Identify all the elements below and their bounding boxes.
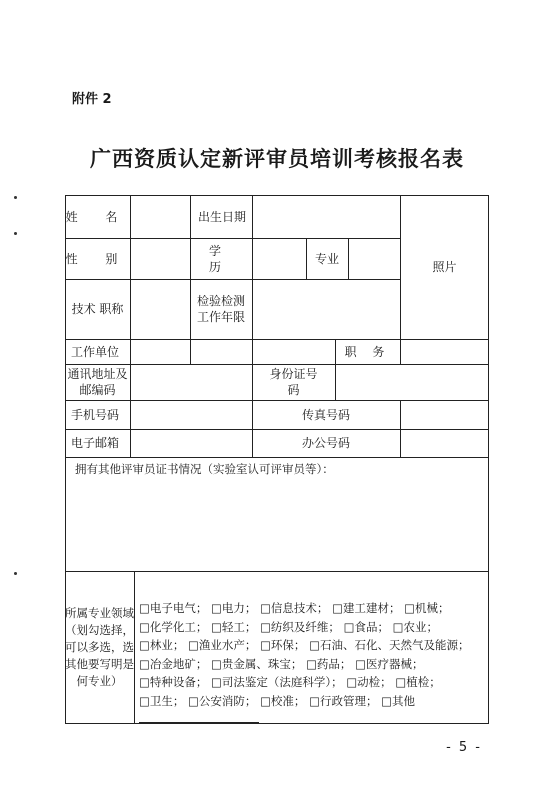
email-label: 电子邮箱: [71, 436, 120, 450]
domain-option-checkbox[interactable]: □植检；: [395, 675, 441, 689]
fax-label: 传真号码: [301, 407, 350, 422]
other-certs-label: 拥有其他评审员证书情况（实验室认可评审员等）：: [75, 462, 334, 476]
domain-option-checkbox[interactable]: □石油、石化、天然气及能源；: [309, 638, 470, 652]
workplace-label: 工作单位: [71, 344, 120, 359]
domain-option-checkbox[interactable]: □环保；: [260, 638, 306, 652]
major-label: 专业: [314, 251, 339, 266]
form-title: 广西资质认定新评审员培训考核报名表: [90, 147, 464, 171]
domain-option-checkbox[interactable]: □农业；: [392, 619, 438, 634]
domain-label: 所属专业领域（划勾选择，可以多选，选其他要写明是何专业）: [65, 606, 134, 688]
margin-dot: [14, 196, 17, 199]
domain-option-checkbox[interactable]: □纺织及纤维；: [260, 619, 340, 634]
id-number-label: 身份证号码: [269, 367, 318, 397]
domain-option-checkbox[interactable]: □贵金属、珠宝；: [211, 656, 303, 671]
domain-option-checkbox[interactable]: □行政管理；: [309, 693, 378, 708]
mobile-label: 手机号码: [71, 407, 120, 422]
domain-option-checkbox[interactable]: □公安消防；: [188, 693, 257, 708]
domain-option-checkbox[interactable]: □电力；: [211, 601, 257, 615]
domain-option-checkbox[interactable]: □卫生；: [139, 693, 185, 708]
domain-options: [139, 599, 483, 729]
domain-option-checkbox[interactable]: □化学化工；: [139, 619, 208, 634]
margin-dot: [14, 572, 17, 575]
photo-label: 照片: [432, 260, 457, 274]
attachment-label: 附件 2: [72, 92, 112, 107]
domain-option-checkbox[interactable]: □林业；: [139, 638, 185, 652]
domain-option-checkbox[interactable]: □药品；: [306, 656, 352, 671]
page-number: - 5 -: [446, 740, 482, 755]
name-label: 姓 名: [65, 209, 130, 224]
registration-form: [65, 195, 489, 724]
domain-option-checkbox[interactable]: □司法鉴定（法庭科学）；: [211, 675, 343, 689]
domain-option-checkbox[interactable]: □动检；: [346, 675, 392, 689]
office-phone-label: 办公号码: [301, 436, 350, 450]
education-label: 学 历: [208, 243, 233, 274]
other-specify-blank[interactable]: [139, 710, 259, 723]
title-label: 技术 职称: [71, 302, 124, 316]
margin-dot: [14, 232, 17, 235]
experience-label: 检验检测工作年限: [196, 294, 245, 324]
gender-label: 性 别: [65, 251, 130, 266]
domain-option-checkbox[interactable]: □渔业水产；: [188, 638, 257, 652]
domain-option-checkbox[interactable]: □轻工；: [211, 619, 257, 634]
domain-option-checkbox[interactable]: □电子电气；: [139, 601, 208, 615]
address-label: 通讯地址及邮编码: [67, 367, 128, 397]
domain-option-checkbox[interactable]: □特种设备；: [139, 675, 208, 689]
domain-option-checkbox[interactable]: □校准；: [260, 693, 306, 708]
domain-option-checkbox[interactable]: □食品；: [343, 619, 389, 634]
domain-option-checkbox[interactable]: □其他: [381, 693, 415, 708]
position-label: 职 务: [344, 344, 391, 359]
birth-date-label: 出生日期: [197, 209, 246, 224]
domain-option-checkbox[interactable]: □建工建材；: [332, 601, 401, 615]
domain-option-checkbox[interactable]: □信息技术；: [260, 601, 329, 615]
domain-option-checkbox[interactable]: □机械；: [404, 601, 450, 615]
domain-option-checkbox[interactable]: □医疗器械；: [355, 656, 424, 671]
domain-option-checkbox[interactable]: □冶金地矿；: [139, 656, 208, 671]
